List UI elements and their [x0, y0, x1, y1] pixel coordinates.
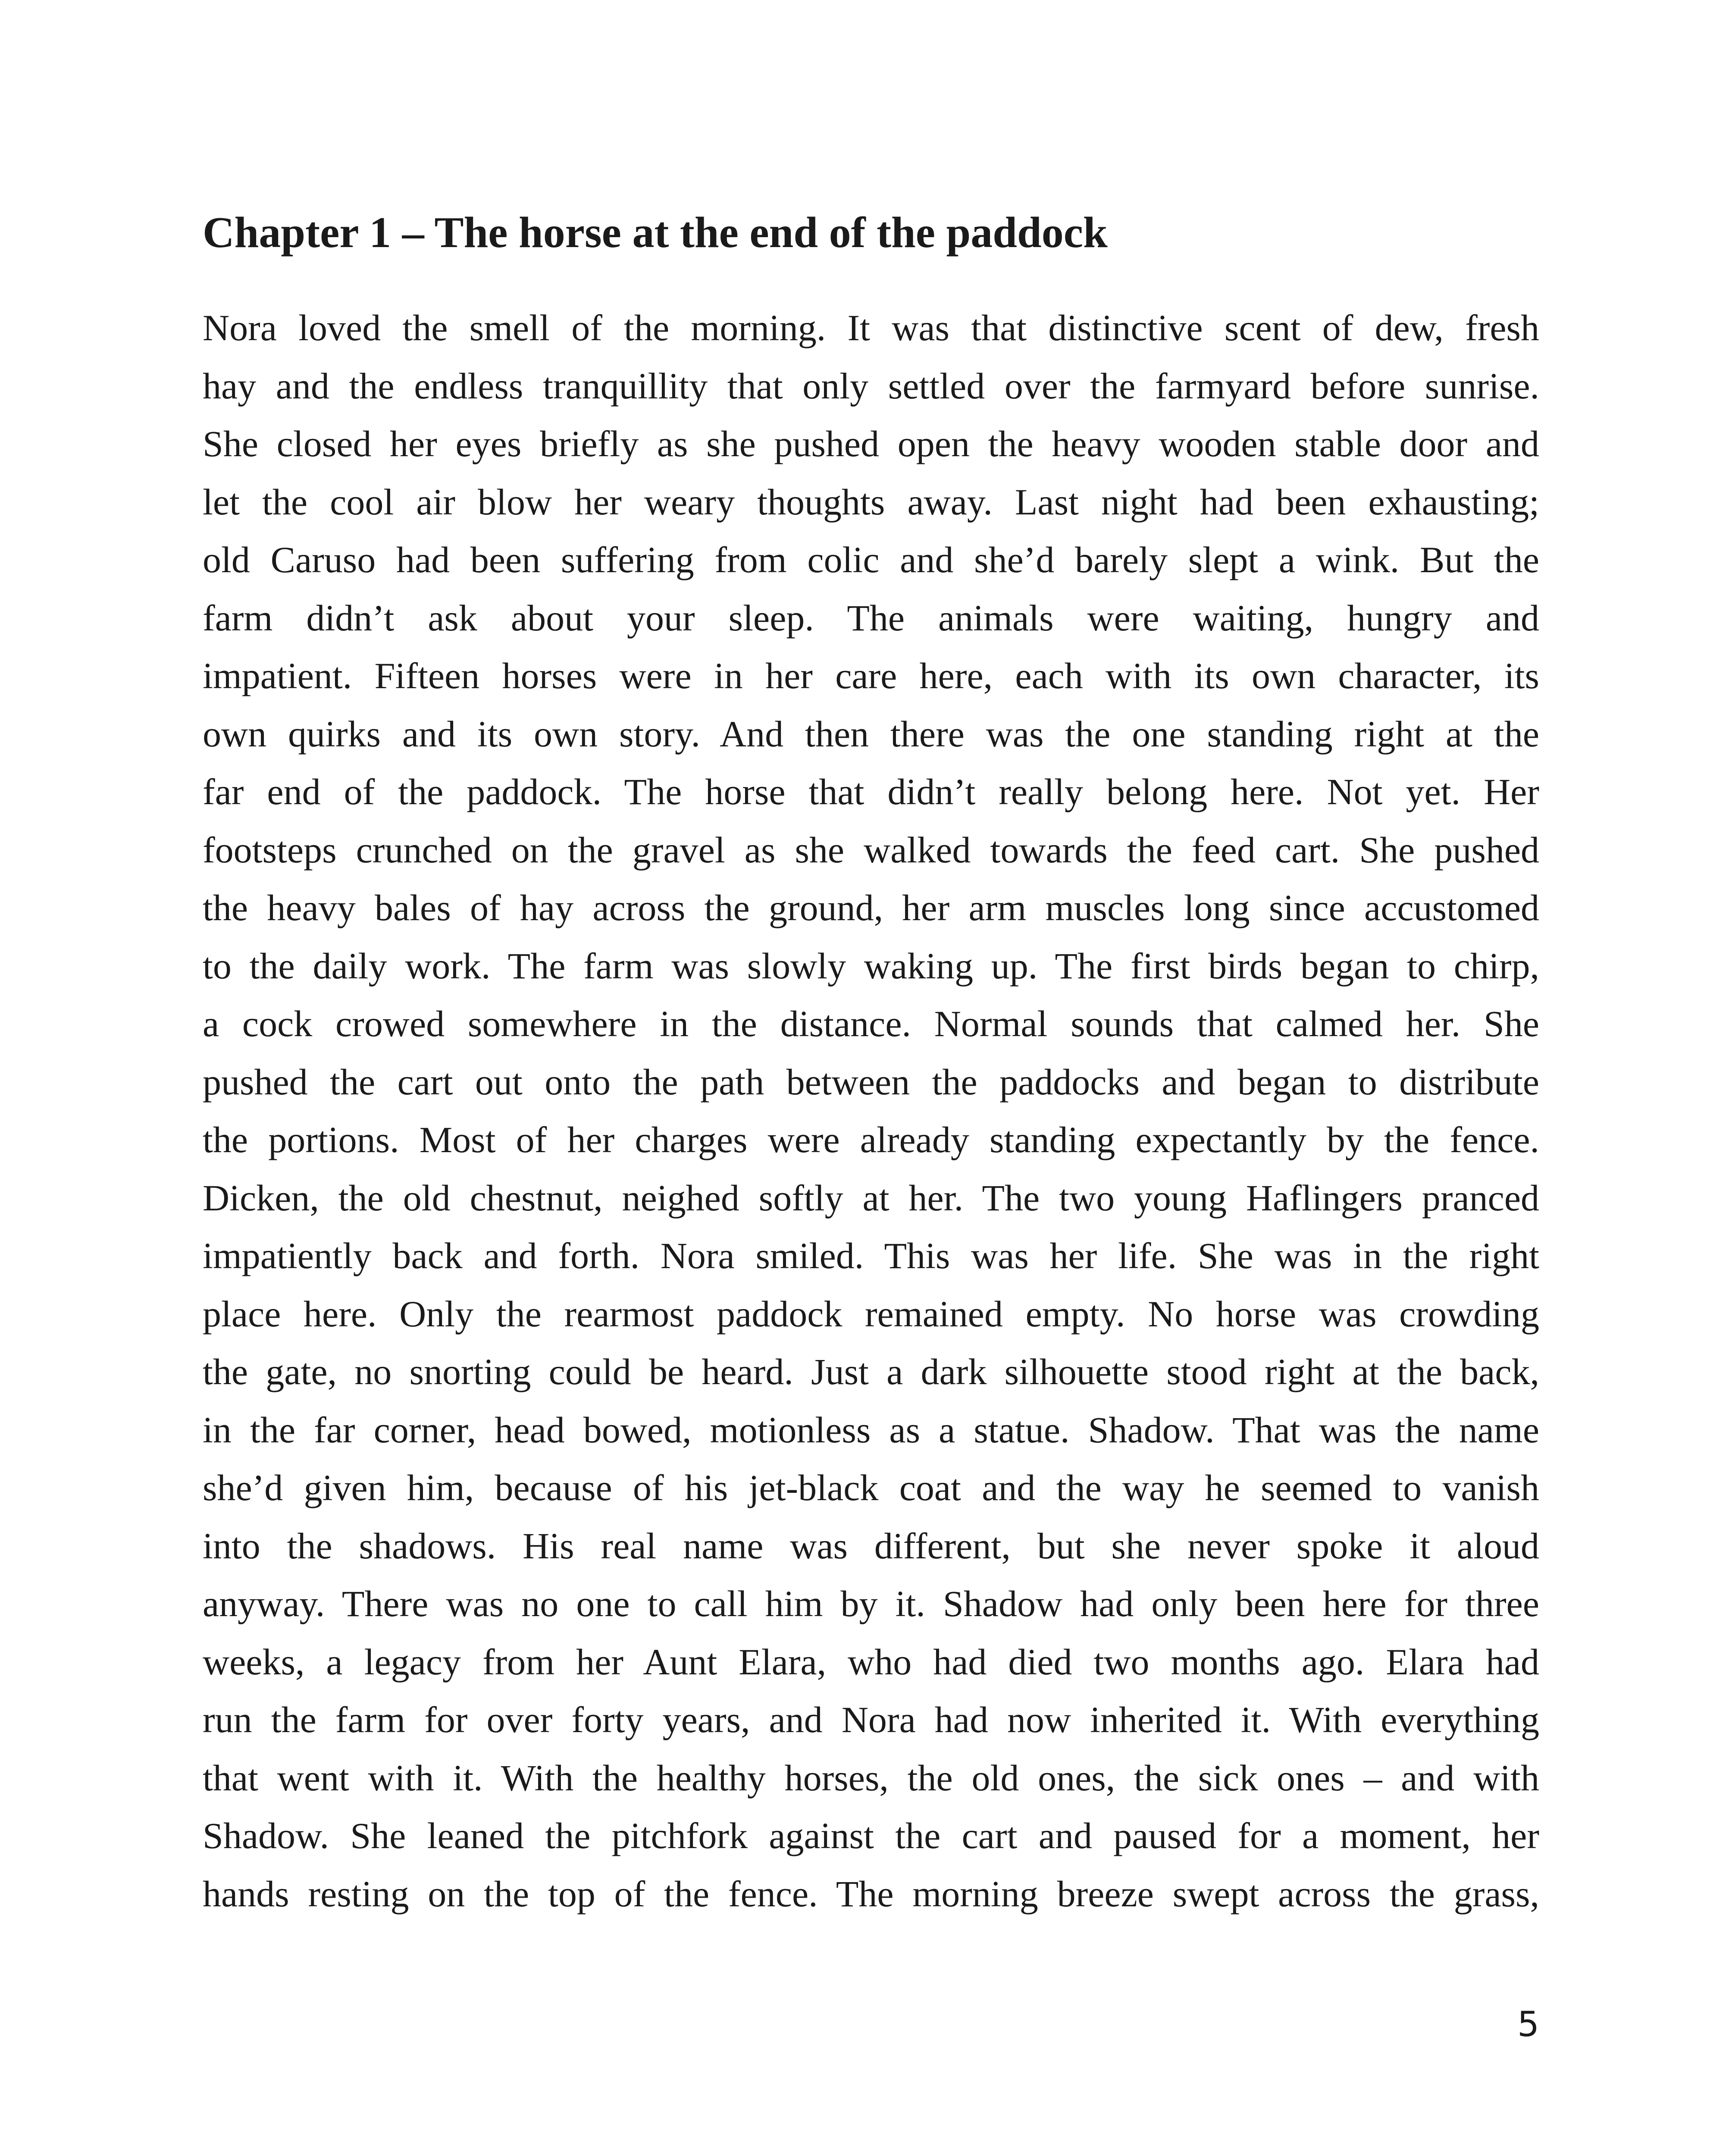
text-line: She closed her eyes briefly as she pushed open the heavy wooden stable door and — [203, 423, 1539, 464]
text-line: old Caruso had been suffering from colic and she’d barely slept a wink. But the — [203, 539, 1539, 580]
text-line: Shadow. She leaned the pitchfork against the cart and paused for a moment, her — [203, 1815, 1539, 1856]
text-line: the gate, no snorting could be heard. Just a dark silhouette stood right at the back, — [203, 1351, 1539, 1392]
text-line: she’d given him, because of his jet-black coat and the way he seemed to vanish — [203, 1467, 1539, 1508]
text-line: place here. Only the rearmost paddock remained empty. No horse was crowding — [203, 1293, 1539, 1335]
text-line: own quirks and its own story. And then there was the one standing right at the — [203, 713, 1539, 755]
text-line: impatient. Fifteen horses were in her care here, each with its own character, its — [203, 655, 1539, 696]
text-line: hands resting on the top of the fence. The morning breeze swept across the grass, — [203, 1873, 1539, 1915]
text-line: farm didn’t ask about your sleep. The animals were waiting, hungry and — [203, 597, 1539, 639]
text-line: weeks, a legacy from her Aunt Elara, who had died two months ago. Elara had — [203, 1641, 1539, 1683]
chapter-title: Chapter 1 – The horse at the end of the paddock — [203, 208, 1108, 257]
text-line: a cock crowed somewhere in the distance. Normal sounds that calmed her. She — [203, 1003, 1539, 1044]
text-line: hay and the endless tranquillity that only settled over the farmyard before sunrise. — [203, 365, 1539, 407]
text-line: the heavy bales of hay across the ground, her arm muscles long since accustomed — [203, 887, 1539, 928]
text-line: footsteps crunched on the gravel as she walked towards the feed cart. She pushed — [203, 829, 1539, 871]
body-paragraph — [203, 299, 1539, 1923]
text-line: that went with it. With the healthy horses, the old ones, the sick ones – and with — [203, 1757, 1539, 1799]
text-line: the portions. Most of her charges were already standing expectantly by the fence. — [203, 1119, 1539, 1160]
text-line: run the farm for over forty years, and Nora had now inherited it. With everything — [203, 1699, 1539, 1740]
text-line: to the daily work. The farm was slowly waking up. The first birds began to chirp, — [203, 945, 1539, 987]
text-line: anyway. There was no one to call him by it. Shadow had only been here for three — [203, 1583, 1539, 1624]
text-line: pushed the cart out onto the path between the paddocks and began to distribute — [203, 1061, 1539, 1103]
text-line: in the far corner, head bowed, motionless as a statue. Shadow. That was the name — [203, 1409, 1539, 1451]
text-line: far end of the paddock. The horse that didn’t really belong here. Not yet. Her — [203, 771, 1539, 812]
text-line: into the shadows. His real name was different, but she never spoke it aloud — [203, 1525, 1539, 1567]
text-line: impatiently back and forth. Nora smiled. This was her life. She was in the right — [203, 1235, 1539, 1276]
text-line: Dicken, the old chestnut, neighed softly at her. The two young Haflingers pranced — [203, 1177, 1539, 1219]
text-line: let the cool air blow her weary thoughts away. Last night had been exhausting; — [203, 481, 1539, 523]
page-number: 5 — [1517, 2004, 1539, 2044]
text-line: Nora loved the smell of the morning. It was that distinctive scent of dew, fresh — [203, 307, 1539, 348]
